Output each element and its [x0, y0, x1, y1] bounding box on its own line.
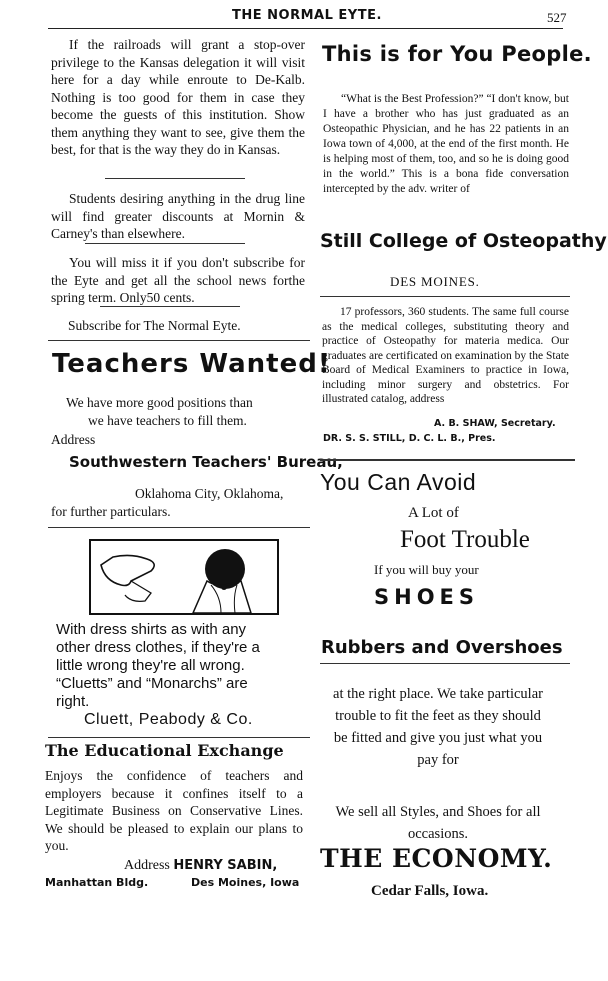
divider [48, 527, 310, 528]
osteo-conversation: “What is the Best Profession?” “I don't know, but I have a brother who has just graduated as an Osteopathic Physician, and he has 22 patients in an Iowa town of 4,000, at the end of the first month. He is helping most of them, too, and so he is doing good in the world.” This is a bona fide conversation intercepted by the adv. writer of [323, 93, 569, 195]
exchange-address [124, 858, 277, 874]
teachers-line: We have more good positions than [66, 395, 253, 410]
divider [320, 459, 575, 461]
exchange-text: Enjoys the confidence of teachers and employers because it confines itself to a Legitimate Business on Conservative Lines. We should be pleased to explain our plans to you. [45, 768, 303, 853]
subscribe-line: Subscribe for The Normal Eyte. [68, 318, 241, 333]
shoes-line4: If you will buy your [374, 562, 479, 577]
exchange-heading: The Educational Exchange [45, 741, 284, 760]
shirt-illustration [89, 539, 279, 615]
divider [48, 737, 310, 738]
shoes-word: SHOES [374, 585, 480, 609]
railroad-paragraph: If the railroads will grant a stop-over privilege to the Kansas delegation it will visit here for a day while enroute to De-Kalb. Nothing is too good for them in case they become the guests of this institution. Show them anything they want to see, give them the best, for that is the way they do in Kansas. [51, 37, 305, 157]
drug-paragraph: Students desiring anything in the drug line will find greater discounts at Mornin & Carney's than elsewhere. [51, 191, 305, 241]
divider [100, 306, 240, 307]
store-city: Cedar Falls, Iowa. [371, 883, 489, 899]
address-label: Address [51, 432, 96, 447]
bureau-name: Southwestern Teachers' Bureau, [69, 453, 343, 471]
college-description: 17 professors, 360 students. The same full course as the medical colleges, substituting theory and practice of Osteopathy for materia medica. Our graduates are certificated on examination by the State Board of Medical Examiners to practice in Iowa, including minor surgery and obstetrics. For illustrated catalog, address [322, 306, 569, 405]
shoes-line2: A Lot of [408, 505, 459, 521]
bureau-city: Oklahoma City, Oklahoma, [135, 486, 284, 501]
shoes-line3: Foot Trouble [400, 526, 530, 553]
divider [320, 296, 570, 297]
shoes-description: at the right place. We take particular trouble to fit the feet as they should be fitted and give you just what you pay for [333, 686, 543, 768]
exchange-city: Des Moines, Iowa [191, 876, 300, 889]
store-name: THE ECONOMY. [320, 844, 553, 873]
rubbers-heading: Rubbers and Overshoes [321, 637, 563, 658]
divider [48, 340, 310, 341]
exchange-building: Manhattan Bldg. [45, 876, 149, 889]
shoes-styles: We sell all Styles, and Shoes for all occasions. [335, 804, 541, 842]
running-header [0, 8, 608, 30]
bureau-further: for further particulars. [51, 504, 171, 519]
college-secretary: A. B. SHAW, Secretary. [434, 418, 556, 429]
journal-title: THE NORMAL EYTE. [232, 8, 382, 23]
teachers-line: we have teachers to fill them. [88, 413, 247, 428]
subscribe-paragraph: You will miss it if you don't subscribe for the Eyte and get all the school news forthe spring term. Only50 cents. [51, 255, 305, 305]
cluett-text: With dress shirts as with any other dress clothes, if they're a little wrong they're all wrong. “Cluetts” and “Monarchs” are right. [56, 621, 260, 710]
exchange-address-label: Address [124, 858, 170, 873]
college-president: DR. S. S. STILL, D. C. L. B., Pres. [323, 433, 496, 444]
divider [320, 663, 570, 664]
man-in-shirt-image [91, 541, 277, 613]
header-rule [48, 28, 563, 29]
cluett-company: Cluett, Peabody & Co. [84, 711, 253, 728]
college-city: DES MOINES. [390, 274, 480, 289]
page-number: 527 [547, 10, 567, 25]
exchange-name: HENRY SABIN, [173, 858, 278, 873]
shoes-line1: You Can Avoid [320, 469, 477, 495]
divider [105, 178, 245, 179]
college-name: Still College of Osteopathy [320, 230, 607, 252]
teachers-heading: Teachers Wanted! [52, 349, 331, 379]
osteo-heading: This is for You People. [322, 42, 592, 66]
divider [85, 243, 245, 244]
